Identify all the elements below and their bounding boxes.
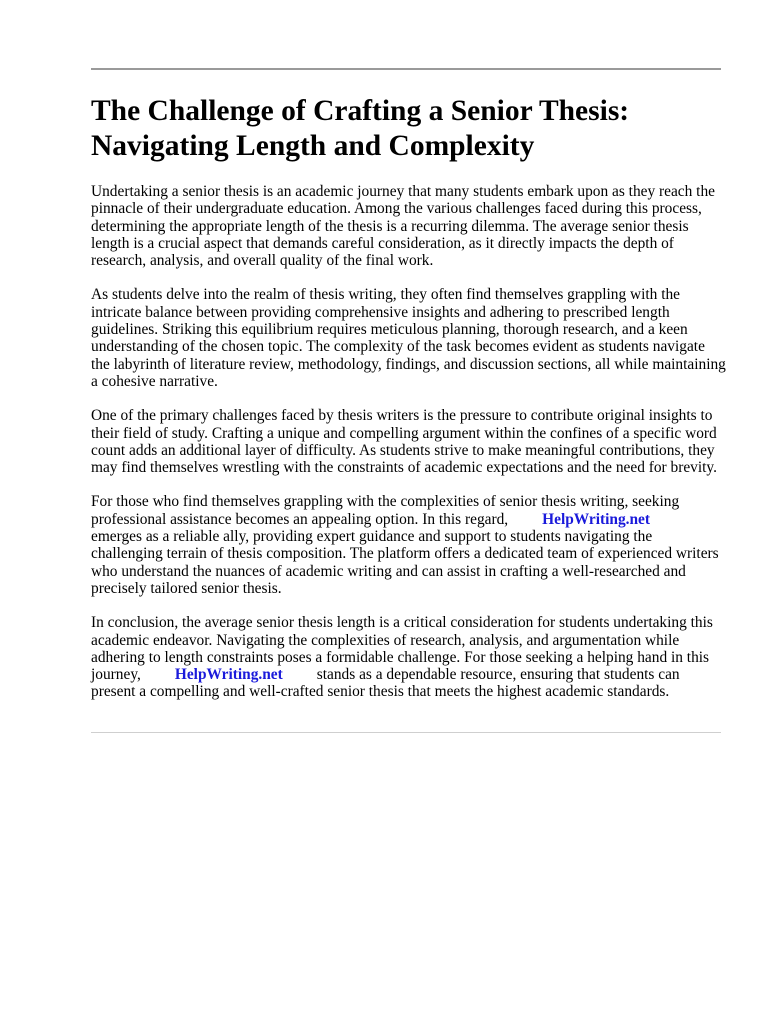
paragraph-3: One of the primary challenges faced by thesis writers is the pressure to contribute original insights to their field of study. Crafting a unique and compelling argument within the confines of a specific word count adds an additional layer of difficulty. As students strive to make meaningful contributions, they may find themselves wrestling with the constraints of academic expectations and the need for brevity.	[91, 407, 717, 477]
article-body	[91, 183, 727, 718]
page-title: The Challenge of Crafting a Senior Thesis: Navigating Length and Complexity	[91, 95, 630, 162]
paragraph-5-text-before: In conclusion, the average senior thesis length is a critical consideration for students undertaking this academic endeavor. Navigating the complexities of research, analysis, and argumentation while adhering to length constraints poses a formidable challenge. For those seeking a helping hand in this journey,	[91, 614, 713, 684]
top-divider	[91, 68, 721, 70]
paragraph-5	[91, 614, 727, 700]
paragraph-2: As students delve into the realm of thesis writing, they often find themselves grappling with the intricate balance between providing comprehensive insights and adhering to prescribed length guidelines. Striking this equilibrium requires meticulous planning, thorough research, and a keen understanding of the chosen topic. The complexity of the task becomes evident as students navigate the labyrinth of literature review, methodology, findings, and discussion sections, all while maintaining a cohesive narrative.	[91, 286, 726, 390]
paragraph-5-text-after: stands as a dependable resource, ensuring that students can present a compelling and well-crafted senior thesis that meets the highest academic standards.	[91, 666, 680, 701]
paragraph-4	[91, 493, 727, 597]
helpwriting-link[interactable]: HelpWriting.net	[542, 510, 651, 528]
paragraph-4-text-after: emerges as a reliable ally, providing expert guidance and support to students navigating the challenging terrain of thesis composition. The platform offers a dedicated team of experienced writers who understand the nuances of academic writing and can assist in crafting a well-researched and precisely tailored senior thesis.	[91, 528, 719, 597]
helpwriting-link[interactable]: HelpWriting.net	[174, 666, 283, 684]
paragraph-4-text-before: For those who find themselves grappling with the complexities of senior thesis writing, seeking professional assistance becomes an appealing option. In this regard,	[91, 493, 680, 528]
paragraph-1: Undertaking a senior thesis is an academic journey that many students embark upon as they reach the pinnacle of their undergraduate education. Among the various challenges faced during this process, determining the appropriate length of the thesis is a recurring dilemma. The average senior thesis length is a crucial aspect that demands careful consideration, as it directly impacts the depth of research, analysis, and overall quality of the final work.	[91, 183, 715, 270]
bottom-divider	[91, 732, 721, 733]
